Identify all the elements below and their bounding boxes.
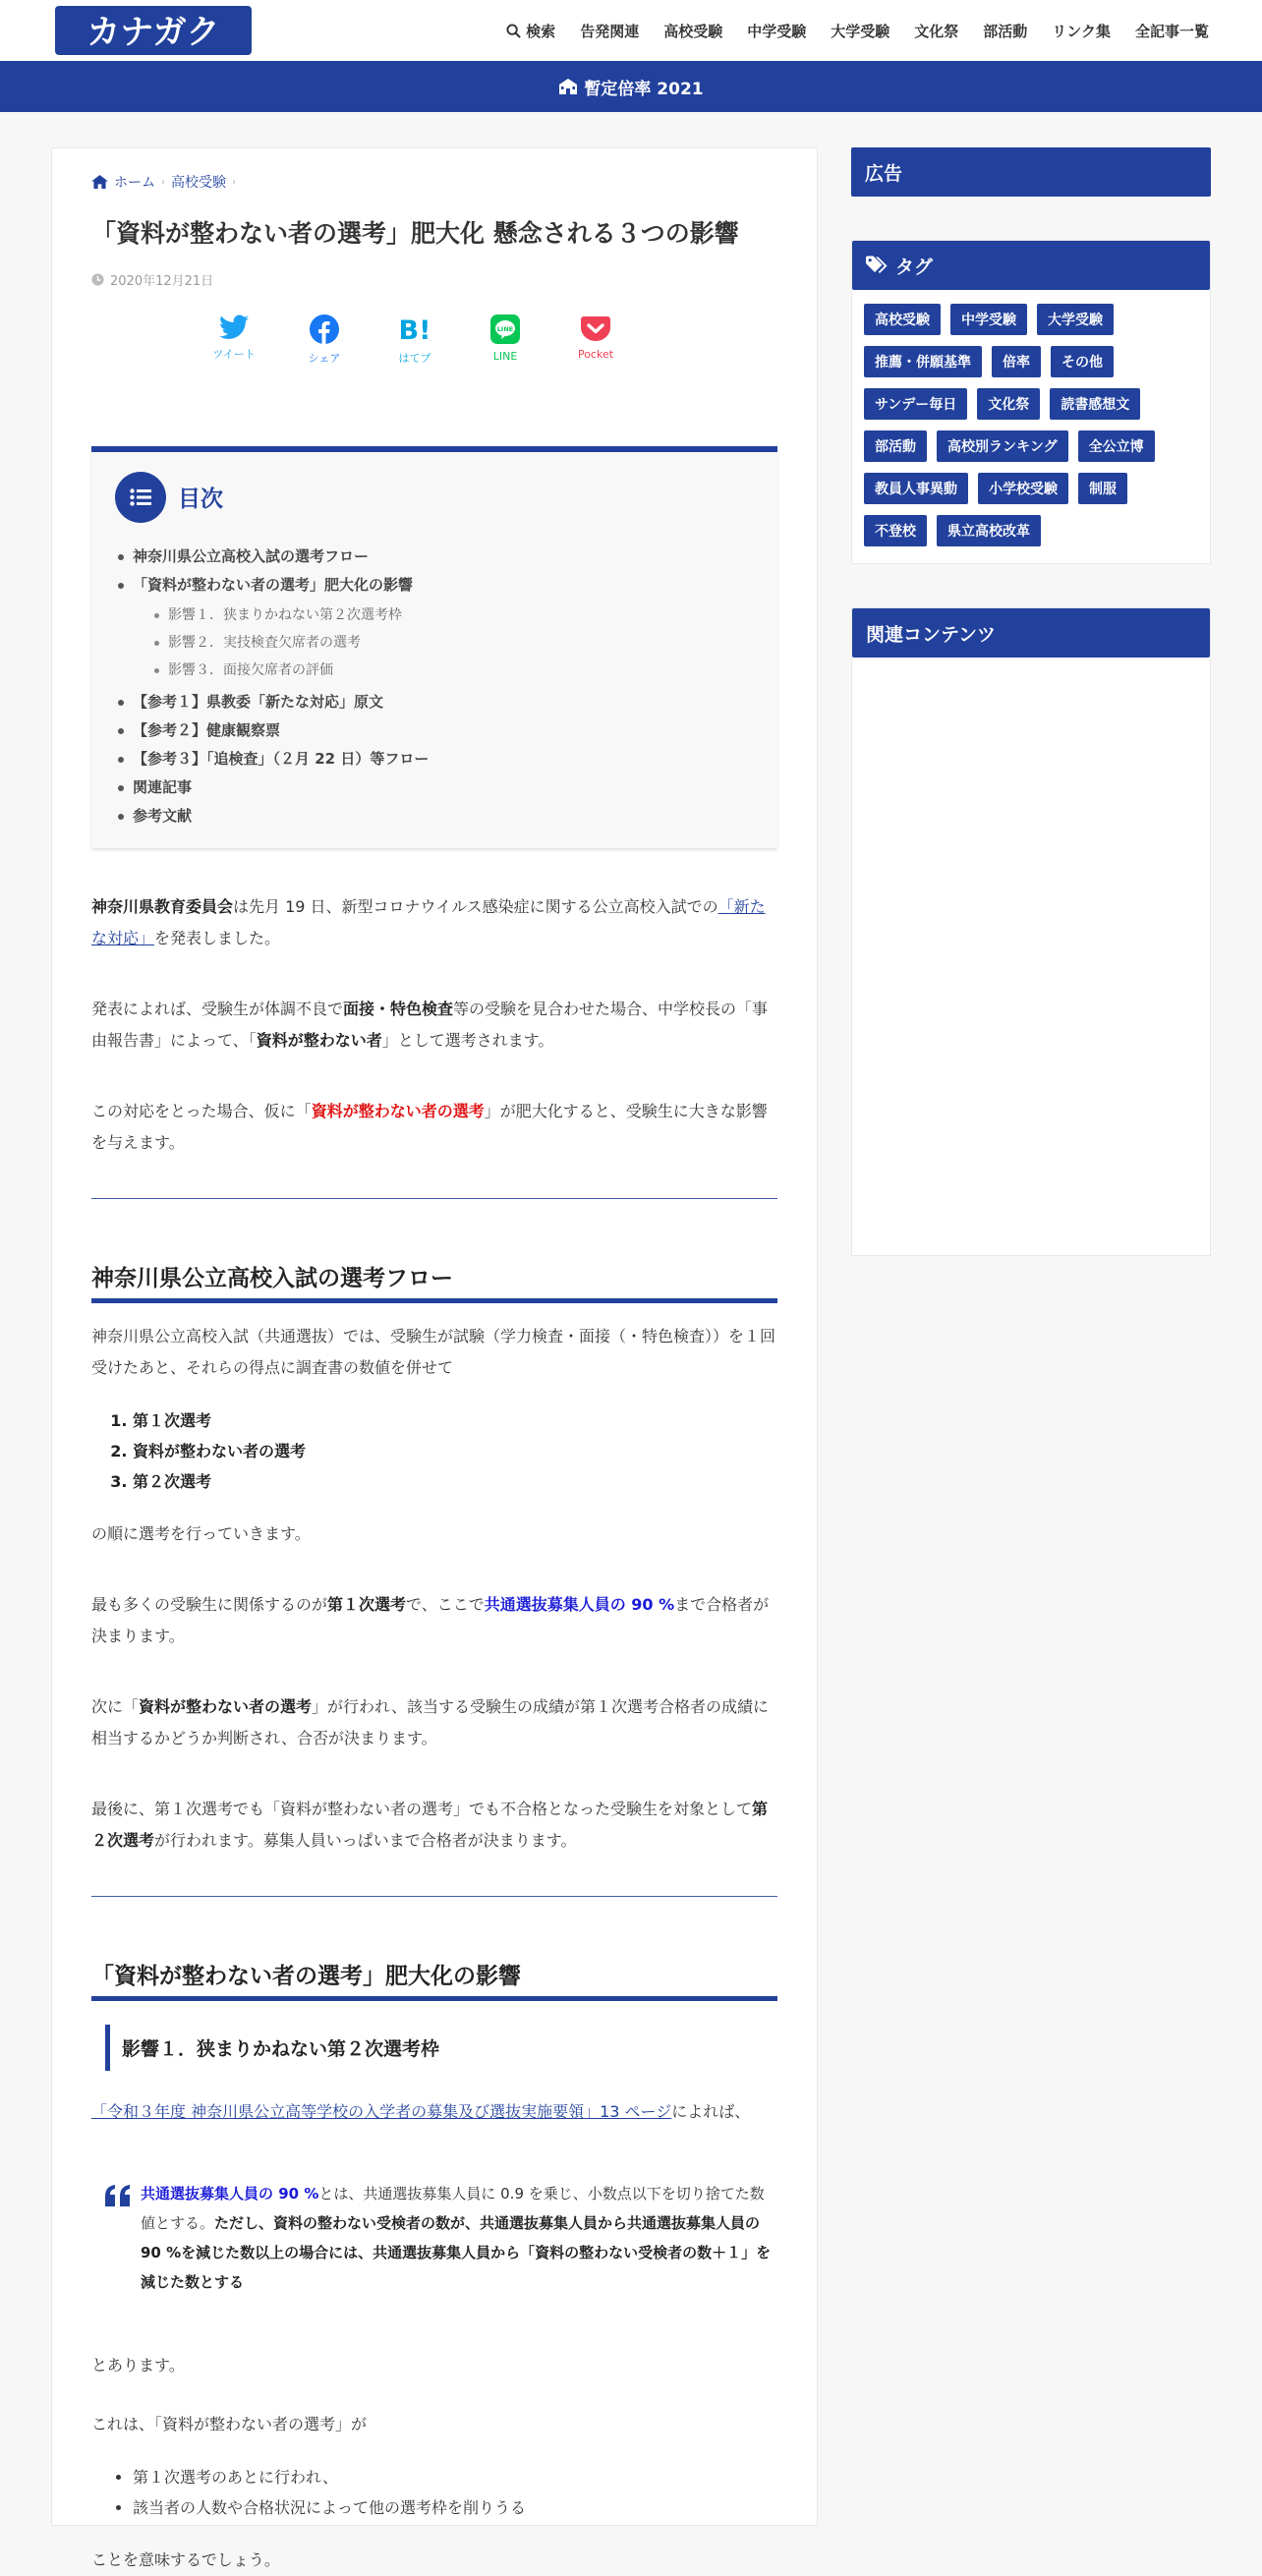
tag-item[interactable]: 推薦・併願基準: [864, 346, 982, 377]
text: 最も多くの受験生に関係するのが: [91, 1594, 328, 1614]
tag-item[interactable]: 文化祭: [977, 388, 1040, 420]
table-of-contents: [91, 446, 777, 848]
tag-item[interactable]: 教員人事異動: [864, 473, 968, 504]
notice-bar[interactable]: [0, 61, 1262, 112]
line-icon: [490, 315, 520, 344]
section1-paragraph-4: [91, 1691, 777, 1754]
text: 等の受験を見合わせた場合、中学校長の「事由報告書」によって、「: [91, 999, 769, 1050]
tag-item[interactable]: 不登校: [864, 515, 927, 546]
tag-item[interactable]: サンデー毎日: [864, 388, 967, 420]
text: 次に「: [91, 1696, 140, 1716]
site-logo[interactable]: [55, 6, 252, 55]
widget-title: 関連コンテンツ: [852, 608, 1210, 658]
share-line-button[interactable]: [460, 315, 550, 366]
intro-paragraph-2: [91, 994, 777, 1057]
site-header: [0, 0, 1262, 61]
tag-item[interactable]: 中学受験: [950, 304, 1027, 335]
tag-item[interactable]: その他: [1051, 346, 1114, 377]
post-date: [91, 270, 777, 289]
text: は先月 19 日、新型コロナウイルス感染症に関する公立高校入試での: [233, 896, 718, 916]
blockquote: [91, 2179, 777, 2297]
nav-item-high-school[interactable]: 高校受験: [663, 22, 723, 40]
nav-item-kokuhatsu[interactable]: 告発関連: [580, 22, 640, 40]
toc-item[interactable]: [115, 571, 754, 684]
breadcrumb-home[interactable]: ホーム: [114, 175, 155, 191]
share-label: シェア: [308, 351, 341, 365]
nav-item-junior-high[interactable]: 中学受験: [747, 22, 807, 40]
section-heading: 神奈川県公立高校入試の選考フロー: [91, 1260, 777, 1303]
article-main: [51, 147, 818, 2569]
pocket-icon: [581, 315, 610, 342]
bold-text: 資料が整わない者の選考: [139, 1696, 313, 1716]
list-item: 3. 第２次選考: [133, 1466, 777, 1497]
tag-item[interactable]: 読書感想文: [1050, 388, 1140, 420]
quote-icon: [91, 2179, 141, 2297]
tag-item[interactable]: 倍率: [992, 346, 1041, 377]
toc-item[interactable]: 参考文献: [115, 802, 754, 830]
text: 最後に、第１次選考でも「資料が整わない者の選考」でも不合格となった受験生を対象として: [91, 1799, 753, 1818]
section1-paragraph-1: 神奈川県公立高校入試（共通選抜）では、受験生が試験（学力検査・面接（・特色検査））を１回受けたあと、それらの得点に調査書の数値を併せて: [91, 1326, 776, 1377]
quote-text: [141, 2179, 777, 2297]
toc-item-label: 「資料が整わない者の選考」肥大化の影響: [133, 575, 414, 594]
tag-cloud: [852, 290, 1210, 563]
svg-text:LINE: LINE: [496, 324, 514, 333]
widget-title-text: タグ: [895, 256, 934, 278]
bold-text: 資料が整わない者: [256, 1030, 382, 1050]
chevron-right-icon: ›: [232, 176, 236, 188]
highlight-blue-text: 共通選抜募集人員の 90 %: [141, 2184, 319, 2203]
breadcrumb: [91, 172, 777, 192]
section2-paragraph-2: とあります。: [91, 2355, 185, 2375]
toc-sublist: [152, 601, 754, 684]
toc-list: [115, 543, 754, 830]
tag-item[interactable]: 高校受験: [864, 304, 941, 335]
share-buttons: [52, 315, 777, 366]
chevron-right-icon: ›: [161, 176, 165, 188]
search-icon: [506, 24, 521, 38]
svg-text:B!: B!: [398, 315, 431, 346]
text: 」が行われ、該当する受験生の成績が第１次選考合格者の成績に相当するかどうか判断され、合否が決まります。: [91, 1696, 769, 1747]
nav-item-festival[interactable]: 文化祭: [914, 22, 959, 40]
nav-item-club[interactable]: 部活動: [983, 22, 1028, 40]
tag-item[interactable]: 大学受験: [1037, 304, 1114, 335]
widget-title: [852, 241, 1210, 290]
share-label: ツイート: [212, 347, 256, 361]
guidelines-link[interactable]: 「令和３年度 神奈川県公立高等学校の入学者の募集及び選抜実施要領」13 ページ: [91, 2101, 672, 2121]
logo-image: [55, 6, 252, 55]
list-item: 1. 第１次選考: [133, 1405, 777, 1436]
facebook-icon: [310, 315, 339, 344]
list-item: • 第１次選考のあとに行われ、: [133, 2462, 777, 2492]
ad-widget: [851, 147, 1211, 197]
text: まで合格者が決まります。: [91, 1594, 770, 1645]
share-label: LINE: [492, 349, 518, 363]
tag-item[interactable]: 部活動: [864, 430, 927, 462]
list-item: 2. 資料が整わない者の選考: [133, 1436, 777, 1466]
tag-item[interactable]: 県立高校改革: [937, 515, 1041, 546]
section2-paragraph-1: [91, 2096, 777, 2128]
section2-paragraph-3: これは、「資料が整わない者の選考」が: [91, 2414, 368, 2433]
list-icon: [115, 472, 166, 523]
list-item: • 該当者の人数や合格状況によって他の選考枠を削りうる: [133, 2492, 777, 2523]
date-text: 2020年12月21日: [110, 273, 214, 289]
nav-label: 検索: [526, 22, 556, 40]
global-nav: [482, 0, 1209, 61]
text: 発表によれば、受験生が体調不良で: [91, 999, 344, 1018]
page-title: 「資料が整わない者の選考」肥大化 懸念される３つの影響: [91, 219, 739, 248]
widget-title: 広告: [851, 147, 1211, 197]
section-heading: 「資料が整わない者の選考」肥大化の影響: [91, 1958, 777, 2001]
text: 」が肥大化すると、受験生に大きな影響を与えます。: [91, 1101, 768, 1152]
toc-subitem[interactable]: 影響１．狭まりかねない第２次選考枠: [152, 601, 754, 629]
sub-heading: 影響１．狭まりかねない第２次選考枠: [105, 2025, 777, 2071]
text: を発表しました。: [154, 928, 281, 947]
tag-item[interactable]: 全公立博: [1078, 430, 1155, 462]
tag-widget: [851, 240, 1211, 564]
intro-paragraph-1: [91, 891, 777, 954]
tag-item[interactable]: 高校別ランキング: [937, 430, 1068, 462]
bold-text: 第２次選考: [91, 1799, 769, 1850]
home-icon: [91, 175, 108, 189]
text: この対応をとった場合、仮に「: [91, 1101, 312, 1120]
highlight-blue-text: 共通選抜募集人員の 90 %: [484, 1594, 675, 1614]
bold-text: 神奈川県教育委員会: [91, 896, 234, 916]
tag-item[interactable]: 小学校受験: [978, 473, 1068, 504]
nav-item-university[interactable]: 大学受験: [831, 22, 890, 40]
text: が行われます。募集人員いっぱいまで合格者が決まります。: [154, 1830, 577, 1850]
bold-text: ただし、資料の整わない受検者の数が、共通選抜募集人員から共通選抜募集人員の 90 %を減じた数以上の場合には、共通選抜募集人員から「資料の整わない受検者の数＋１」を減じた数とする: [141, 2213, 772, 2291]
twitter-icon: [219, 315, 249, 340]
bold-text: 第１次選考: [327, 1594, 407, 1614]
notice-text: 暫定倍率 2021: [584, 79, 704, 99]
related-content-widget: [851, 607, 1211, 1256]
toc-header[interactable]: [115, 472, 754, 523]
bold-text: 面接・特色検査: [343, 999, 454, 1018]
section1-paragraph-3: [91, 1589, 777, 1652]
highlight-red-text: 資料が整わない者の選考: [311, 1101, 485, 1120]
bullet-list: [133, 2462, 777, 2523]
svg-text:カナガク: カナガク: [86, 13, 220, 52]
share-twitter-button[interactable]: [189, 315, 279, 366]
nav-item-search[interactable]: [506, 21, 555, 41]
nav-item-links[interactable]: リンク集: [1052, 22, 1111, 40]
toc-item[interactable]: 関連記事: [115, 773, 754, 802]
section1-paragraph-2: の順に選考を行っていきます。: [91, 1523, 311, 1543]
text: によれば、: [671, 2101, 751, 2121]
divider: [91, 1896, 777, 1897]
share-facebook-button[interactable]: [279, 315, 370, 366]
divider: [91, 1198, 777, 1199]
nav-item-all-articles[interactable]: 全記事一覧: [1134, 22, 1209, 40]
toc-title: 目次: [178, 487, 223, 512]
new-response-link[interactable]: 「新たな対応」: [91, 896, 766, 947]
breadcrumb-category[interactable]: 高校受験: [171, 175, 226, 191]
text: で、ここで: [406, 1594, 485, 1614]
section1-paragraph-5: [91, 1794, 777, 1857]
tag-item[interactable]: 制服: [1078, 473, 1127, 504]
sidebar: [851, 147, 1211, 1256]
toc-subitem[interactable]: 影響２．実技検査欠席者の選考: [152, 629, 754, 657]
selection-steps-list: [133, 1405, 777, 1497]
school-icon: [558, 78, 578, 95]
tags-icon: [866, 256, 888, 275]
section2-paragraph-4: ことを意味するでしょう。: [91, 2549, 280, 2569]
toc-subitem[interactable]: 影響３．面接欠席者の評価: [152, 657, 754, 684]
text: とは、共通選抜募集人員に 0.9 を乗じ、小数点以下を切り捨てた数値とする。: [141, 2184, 765, 2232]
share-label: Pocket: [577, 347, 614, 361]
intro-paragraph-3: [91, 1096, 777, 1159]
toc-item[interactable]: 【参考３】「追検査」（２月 22 日）等フロー: [115, 745, 754, 773]
share-label: はてブ: [398, 351, 431, 365]
toc-item[interactable]: 【参考２】健康観察票: [115, 716, 754, 745]
toc-item[interactable]: 神奈川県公立高校入試の選考フロー: [115, 543, 754, 571]
clock-icon: [91, 273, 104, 286]
toc-item[interactable]: 【参考１】県教委「新たな対応」原文: [115, 688, 754, 716]
text: 」として選考されます。: [381, 1030, 554, 1050]
hatena-icon: [398, 315, 431, 344]
share-hatena-button[interactable]: [370, 315, 460, 366]
share-pocket-button[interactable]: [550, 315, 641, 366]
